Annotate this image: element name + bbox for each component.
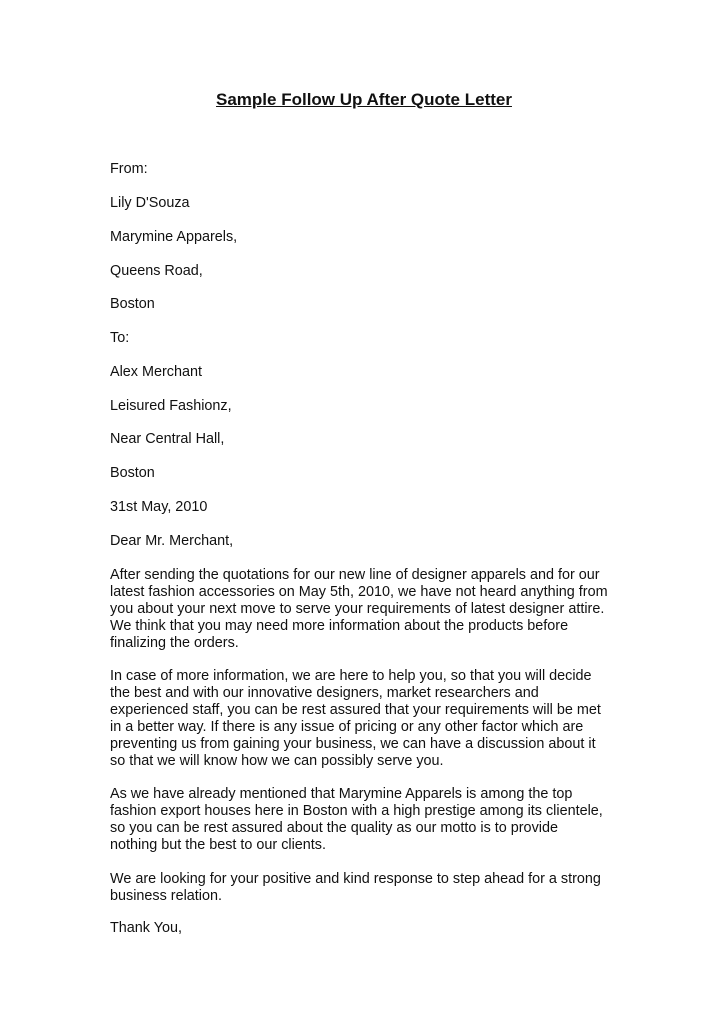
- sender-street: Queens Road,: [110, 263, 203, 279]
- paragraph-line: As we have already mentioned that Marymine Apparels is among the top: [110, 786, 573, 802]
- letter-title: Sample Follow Up After Quote Letter: [216, 90, 512, 109]
- paragraph-1: [110, 567, 608, 652]
- paragraph-4: [110, 871, 601, 905]
- letter-date: 31st May, 2010: [110, 499, 208, 515]
- paragraph-line: nothing but the best to our clients.: [110, 837, 327, 853]
- sender-name: Lily D'Souza: [110, 195, 190, 211]
- paragraph-line: latest fashion accessories on May 5th, 2010, we have not heard anything from: [110, 584, 608, 600]
- paragraph-3: [110, 786, 603, 854]
- closing: Thank You,: [110, 920, 183, 936]
- sender-city: Boston: [110, 296, 155, 312]
- paragraph-line: finalizing the orders.: [110, 635, 239, 651]
- paragraph-2: [110, 668, 601, 770]
- sender-company: Marymine Apparels,: [110, 229, 238, 245]
- from-label: From:: [110, 161, 148, 177]
- paragraph-line: experienced staff, you can be rest assured that your requirements will be met: [110, 702, 601, 718]
- paragraph-line: We think that you may need more information about the products before: [110, 618, 569, 634]
- paragraph-line: you about your next move to serve your requirements of latest designer attire.: [110, 601, 605, 617]
- recipient-name: Alex Merchant: [110, 364, 202, 380]
- paragraph-line: After sending the quotations for our new line of designer apparels and for our: [110, 567, 600, 583]
- paragraph-line: fashion export houses here in Boston with a high prestige among its clientele,: [110, 803, 603, 819]
- paragraph-line: preventing us from gaining your business, we can have a discussion about it: [110, 736, 596, 752]
- recipient-city: Boston: [110, 465, 155, 481]
- paragraph-line: so that we will know how we can possibly serve you.: [110, 753, 444, 769]
- recipient-company: Leisured Fashionz,: [110, 398, 232, 414]
- recipient-street: Near Central Hall,: [110, 431, 225, 447]
- paragraph-line: We are looking for your positive and kind response to step ahead for a strong: [110, 871, 601, 887]
- paragraph-line: In case of more information, we are here to help you, so that you will decide: [110, 668, 592, 684]
- paragraph-line: the best and with our innovative designers, market researchers and: [110, 685, 539, 701]
- paragraph-line: in a better way. If there is any issue of pricing or any other factor which are: [110, 719, 584, 735]
- to-label: To:: [110, 330, 130, 346]
- paragraph-line: business relation.: [110, 888, 222, 904]
- paragraph-line: so you can be rest assured about the quality as our motto is to provide: [110, 820, 558, 836]
- salutation: Dear Mr. Merchant,: [110, 533, 234, 549]
